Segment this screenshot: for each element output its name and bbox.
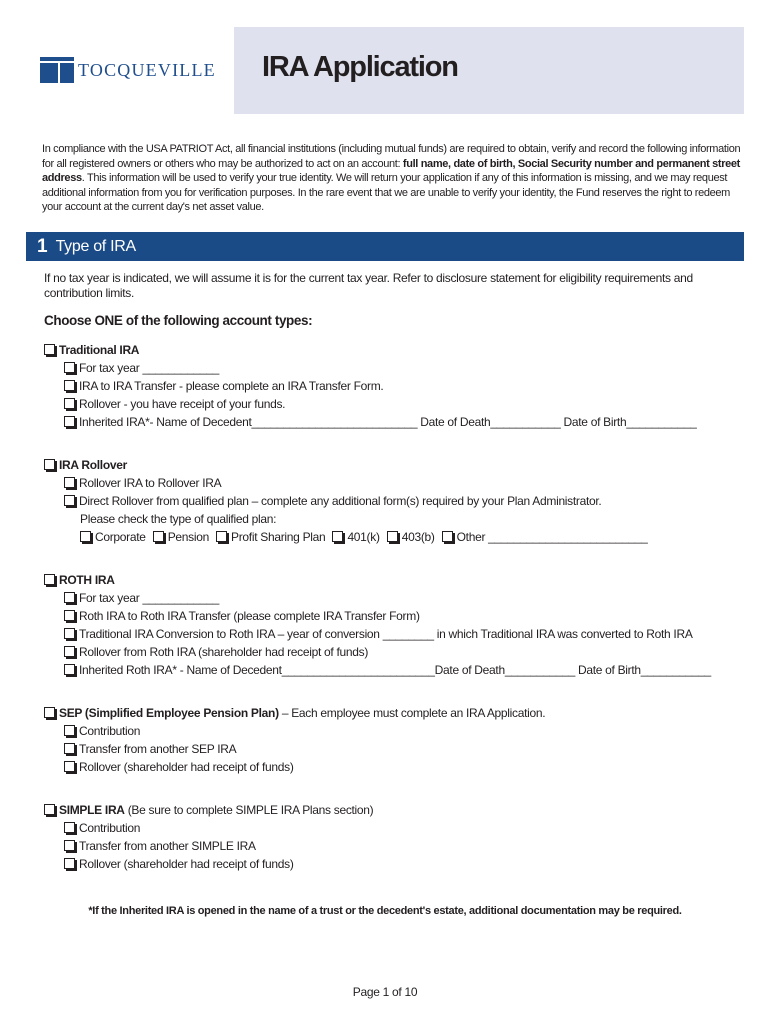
403b-checkbox[interactable]: [387, 531, 398, 542]
option-label: Inherited IRA*- Name of Decedent__________________________ Date of Death___________ Date of Birth___________: [79, 415, 697, 429]
simple-rollover-option[interactable]: [64, 857, 294, 872]
roth-tax-year-option[interactable]: [64, 591, 219, 606]
option-label: Inherited Roth IRA* - Name of Decedent________________________Date of Death___________ Date of Birth___________: [79, 663, 711, 677]
checkbox[interactable]: [64, 362, 75, 373]
option-label: SEP (Simplified Employee Pension Plan): [59, 706, 279, 720]
tocqueville-logo: [40, 56, 216, 84]
logo-mark-icon: [40, 57, 74, 83]
checkbox[interactable]: [64, 840, 75, 851]
option-label: For tax year ____________: [79, 361, 219, 375]
patriot-act-notice: [42, 142, 742, 215]
option-label: Transfer from another SIMPLE IRA: [79, 839, 256, 853]
sep-contribution-option[interactable]: [64, 724, 140, 739]
option-label: Traditional IRA: [59, 343, 140, 357]
tax-year-note: If no tax year is indicated, we will assume it is for the current tax year. Refer to disclosure statement for eligibility requirements and contribution limits.: [44, 271, 693, 300]
checkbox[interactable]: [44, 804, 55, 815]
checkbox[interactable]: [64, 822, 75, 833]
roth-conversion-option[interactable]: [64, 627, 693, 642]
401k-checkbox[interactable]: [332, 531, 343, 542]
option-label: Rollover IRA to Rollover IRA: [79, 476, 222, 490]
option-label: Rollover (shareholder had receipt of funds): [79, 857, 294, 871]
corporate-checkbox[interactable]: [80, 531, 91, 542]
traditional-rollover-option[interactable]: [64, 397, 285, 412]
checkbox[interactable]: [44, 459, 55, 470]
section-1-header: [26, 232, 744, 261]
checkbox[interactable]: [64, 477, 75, 488]
section-title: Type of IRA: [55, 237, 136, 255]
option-label: Direct Rollover from qualified plan – complete any additional form(s) required by your Plan Administrator.: [79, 494, 602, 508]
ira-rollover-option[interactable]: [44, 458, 127, 473]
option-label: IRA to IRA Transfer - please complete an IRA Transfer Form.: [79, 379, 384, 393]
corporate-label: Corporate: [95, 530, 146, 544]
notice-text-2: . This information will be used to verify your true identity. We will return your application if any of this information is missing, and we may request additional information from you for verification purposes. In the rare event that we are unable to verify your identity, the Fund reserves the right to redeem your account at the current day's net asset value.: [42, 172, 730, 214]
traditional-ira-option[interactable]: [44, 343, 139, 358]
profit-sharing-checkbox[interactable]: [216, 531, 227, 542]
other-label: Other _________________________: [456, 530, 648, 544]
option-label: SIMPLE IRA: [59, 803, 125, 817]
checkbox[interactable]: [64, 380, 75, 391]
checkbox[interactable]: [64, 646, 75, 657]
notice-required-info: full name, date of birth, Social Security number and permanent street address: [42, 157, 740, 185]
page-number: Page 1 of 10: [352, 985, 418, 999]
option-description: – Each employee must complete an IRA Application.: [278, 706, 546, 720]
checkbox[interactable]: [44, 344, 55, 355]
401k-label: 401(k): [347, 530, 380, 544]
option-label: Traditional IRA Conversion to Roth IRA – year of conversion ________ in which Traditional IRA was converted to Roth IRA: [79, 627, 693, 641]
option-label: Rollover from Roth IRA (shareholder had receipt of funds): [79, 645, 369, 659]
option-label: Contribution: [79, 821, 141, 835]
pension-label: Pension: [167, 530, 209, 544]
sep-rollover-option[interactable]: [64, 760, 294, 775]
simple-contribution-option[interactable]: [64, 821, 140, 836]
roth-rollover-option[interactable]: [64, 645, 368, 660]
plan-type-instruction: Please check the type of qualified plan:: [80, 512, 277, 526]
traditional-inherited-option[interactable]: [64, 415, 696, 430]
roth-ira-option[interactable]: [44, 573, 115, 588]
option-label: IRA Rollover: [59, 458, 127, 472]
option-label: Rollover (shareholder had receipt of funds): [79, 760, 294, 774]
checkbox[interactable]: [64, 743, 75, 754]
roth-transfer-option[interactable]: [64, 609, 420, 624]
checkbox[interactable]: [64, 416, 75, 427]
checkbox[interactable]: [64, 858, 75, 869]
checkbox[interactable]: [64, 725, 75, 736]
checkbox[interactable]: [64, 664, 75, 675]
logo-text: TOCQUEVILLE: [78, 60, 216, 80]
option-label: Contribution: [79, 724, 141, 738]
checkbox[interactable]: [64, 398, 75, 409]
option-label: Rollover - you have receipt of your funds.: [79, 397, 286, 411]
section-number: 1: [37, 235, 48, 257]
option-label: ROTH IRA: [59, 573, 115, 587]
checkbox[interactable]: [44, 707, 55, 718]
sep-transfer-option[interactable]: [64, 742, 236, 757]
traditional-tax-year-option[interactable]: [64, 361, 219, 376]
plan-type-options: [80, 530, 648, 545]
checkbox[interactable]: [64, 761, 75, 772]
option-description: (Be sure to complete SIMPLE IRA Plans section): [124, 803, 374, 817]
notice-text-1: In compliance with the USA PATRIOT Act, all financial institutions (including mutual funds) are required to obtain, verify and record the following information for all registered owners or others who may be authorized to act on an account:: [42, 143, 741, 170]
other-checkbox[interactable]: [442, 531, 453, 542]
title-banner: [234, 27, 744, 114]
pension-checkbox[interactable]: [153, 531, 164, 542]
profit-sharing-label: Profit Sharing Plan: [231, 530, 326, 544]
option-label: Transfer from another SEP IRA: [79, 742, 237, 756]
roth-inherited-option[interactable]: [64, 663, 711, 678]
option-label: For tax year ____________: [79, 591, 219, 605]
option-label: Roth IRA to Roth IRA Transfer (please complete IRA Transfer Form): [79, 609, 420, 623]
rollover-ira-to-ira-option[interactable]: [64, 476, 221, 491]
inherited-ira-footnote: *If the Inherited IRA is opened in the name of a trust or the decedent's estate, additional documentation may be required.: [88, 905, 682, 917]
checkbox[interactable]: [64, 495, 75, 506]
traditional-transfer-option[interactable]: [64, 379, 383, 394]
sep-ira-option[interactable]: [44, 706, 545, 721]
page-title: IRA Application: [262, 51, 458, 83]
checkbox[interactable]: [64, 628, 75, 639]
checkbox[interactable]: [64, 610, 75, 621]
simple-ira-option[interactable]: [44, 803, 373, 818]
choose-account-type-heading: Choose ONE of the following account types:: [44, 313, 313, 328]
simple-transfer-option[interactable]: [64, 839, 256, 854]
403b-label: 403(b): [401, 530, 435, 544]
checkbox[interactable]: [64, 592, 75, 603]
direct-rollover-option[interactable]: [64, 494, 601, 509]
checkbox[interactable]: [44, 574, 55, 585]
